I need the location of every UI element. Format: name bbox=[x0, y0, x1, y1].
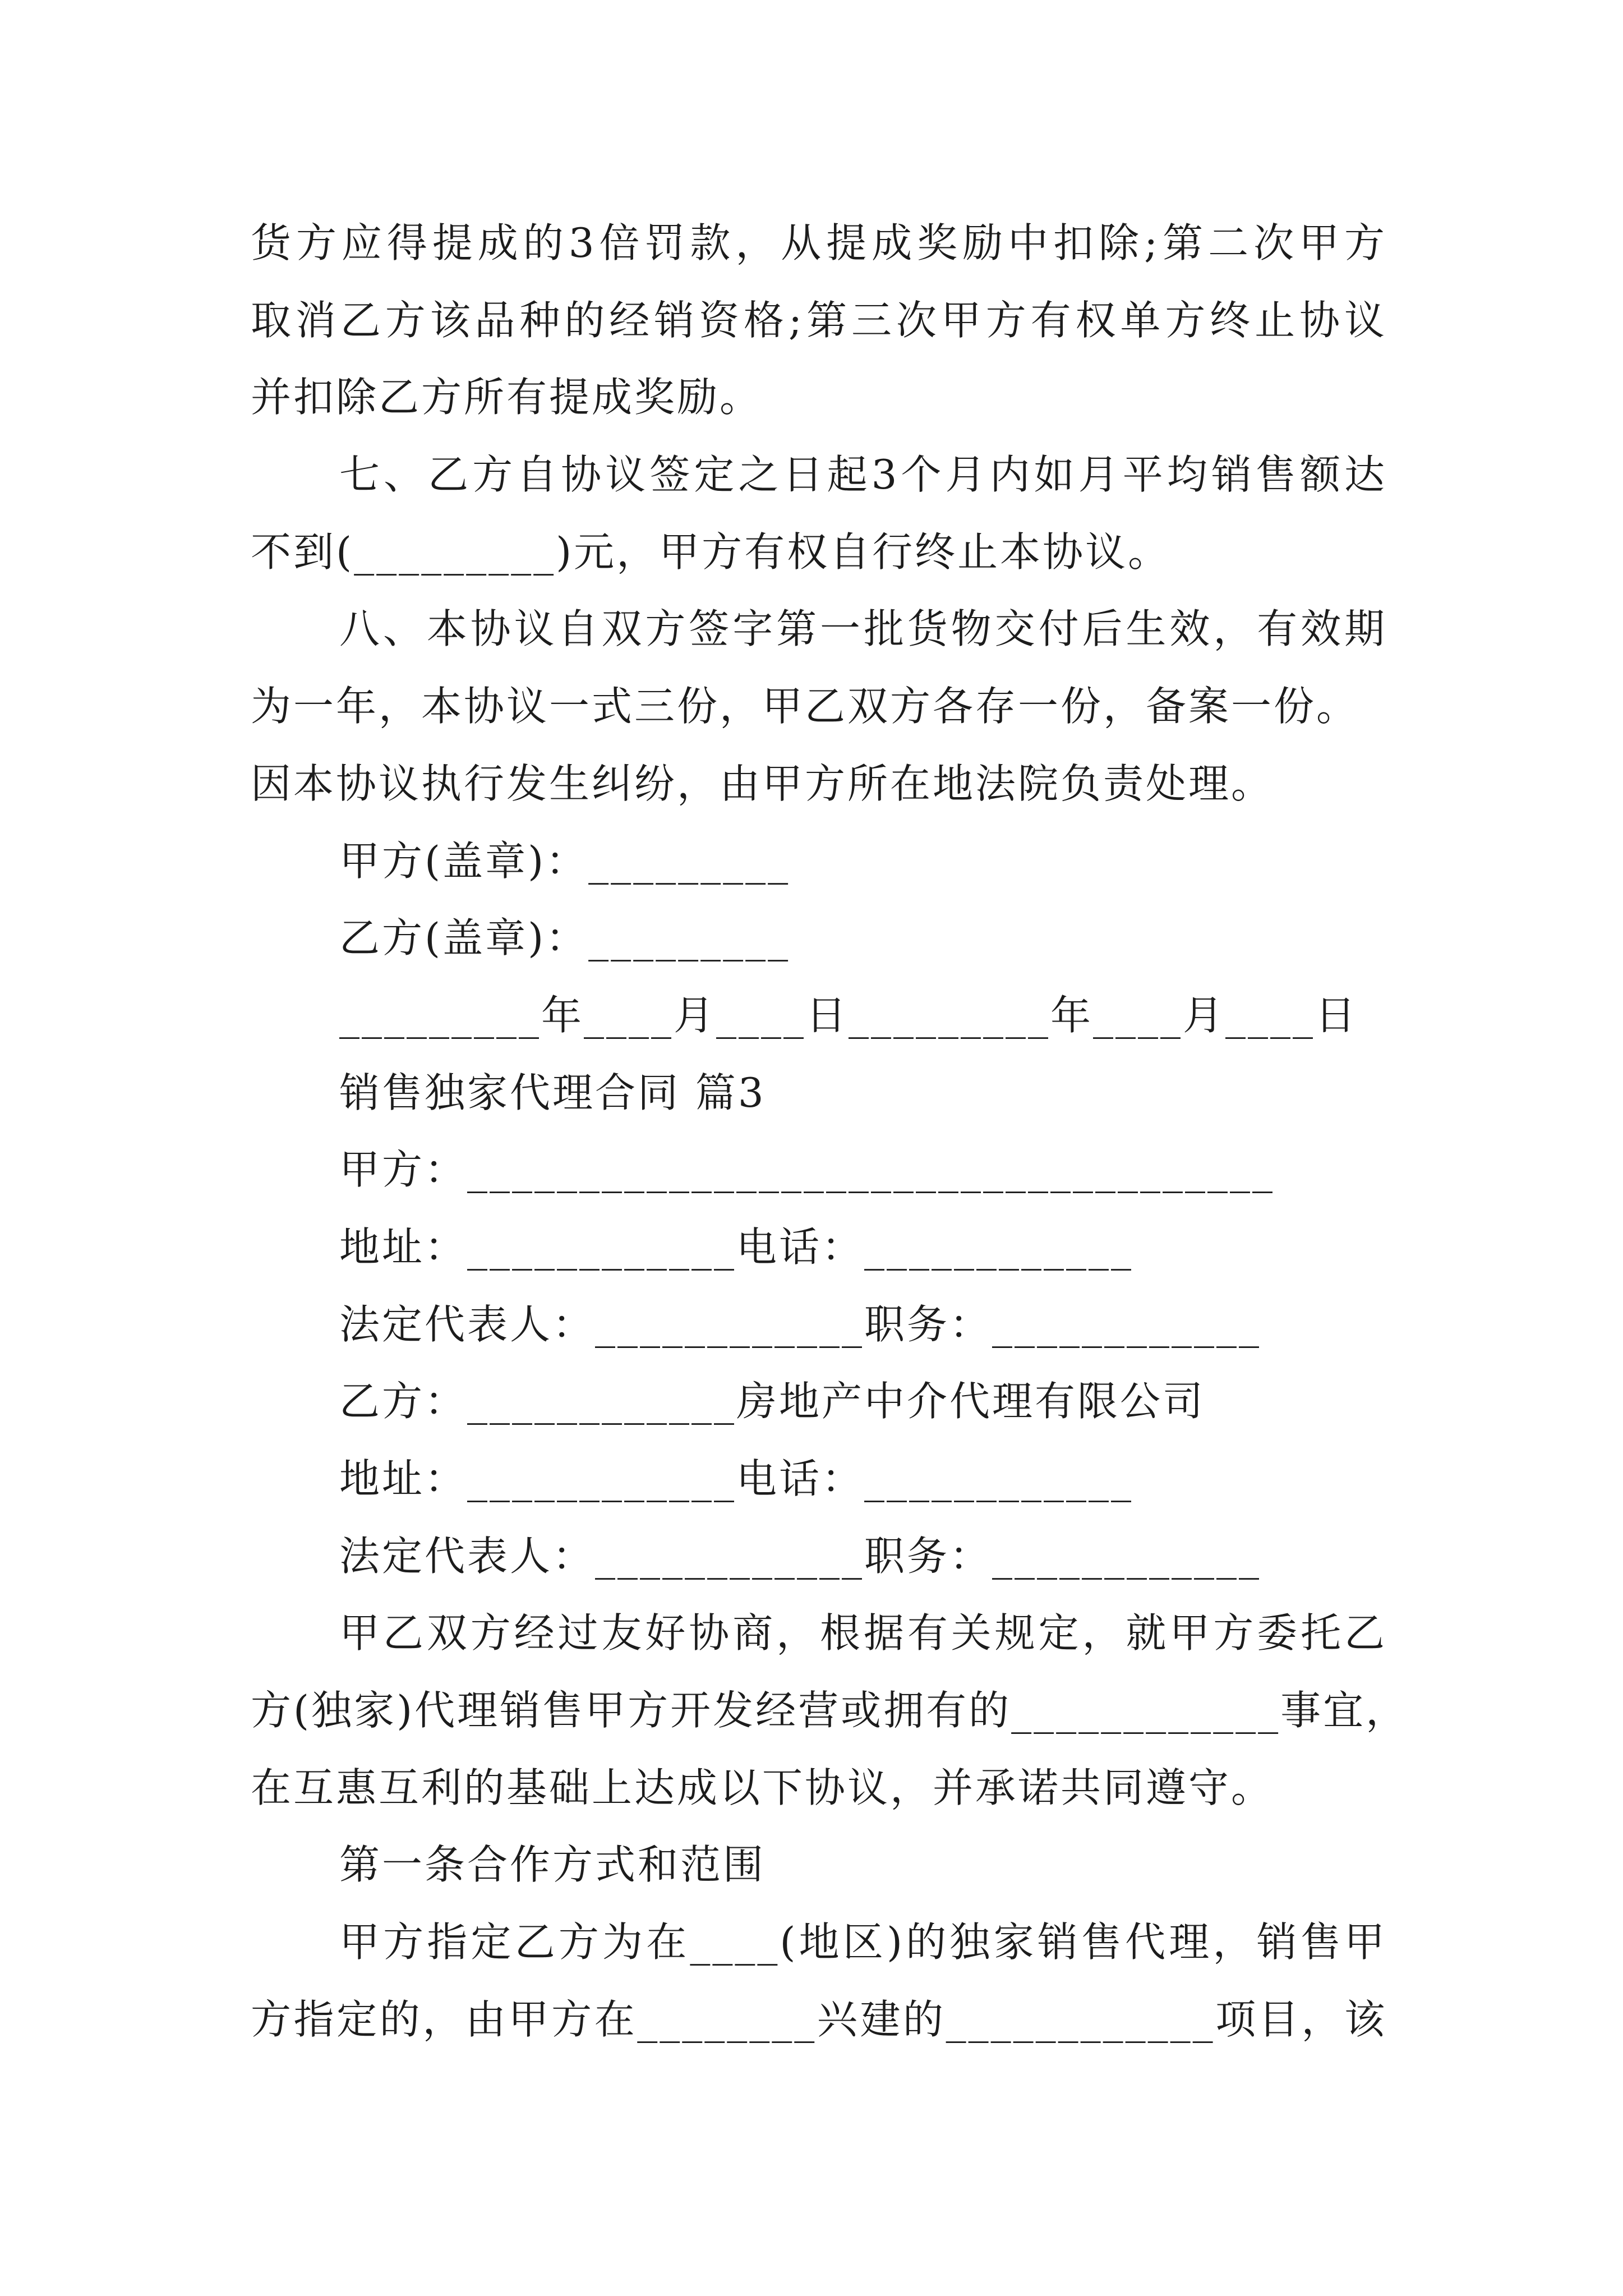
clause-6-line: 货方应得提成的3倍罚款，从提成奖励中扣除;第二次甲方 bbox=[251, 219, 1387, 266]
clause-7-line: 七、乙方自协议签定之日起3个月内如月平均销售额达 bbox=[339, 451, 1387, 499]
preamble-line: 甲乙双方经过友好协商，根据有关规定，就甲方委托乙 bbox=[339, 1609, 1387, 1657]
article-1-line: 甲方指定乙方为在____(地区)的独家销售代理，销售甲 bbox=[339, 1918, 1387, 1966]
party-b-seal-line: 乙方(盖章)：_________ bbox=[339, 914, 791, 962]
clause-7-line: 不到(_________)元，甲方有权自行终止本协议。 bbox=[251, 528, 1171, 576]
preamble-line: 方(独家)代理销售甲方开发经营或拥有的____________事宜， bbox=[251, 1687, 1409, 1734]
party-b-address-phone-line: 地址：____________电话：____________ bbox=[339, 1455, 1134, 1502]
party-a-representative-line: 法定代表人：____________职务：____________ bbox=[339, 1300, 1262, 1348]
signature-dates-line: _________年____月____日_________年____月____日 bbox=[339, 991, 1358, 1039]
clause-8-line: 因本协议执行发生纠纷，由甲方所在地法院负责处理。 bbox=[251, 760, 1274, 807]
article-1-title: 第一条合作方式和范围 bbox=[339, 1841, 766, 1889]
party-a-name-line: 甲方：____________________________________ bbox=[339, 1146, 1275, 1194]
party-b-representative-line: 法定代表人：____________职务：____________ bbox=[339, 1532, 1262, 1580]
parties-block bbox=[251, 1131, 1387, 1595]
article-1-line: 方指定的，由甲方在________兴建的____________项目，该 bbox=[251, 1995, 1387, 2043]
party-a-address-phone-line: 地址：____________电话：____________ bbox=[339, 1223, 1134, 1271]
preamble-line: 在互惠互利的基础上达成以下协议，并承诺共同遵守。 bbox=[251, 1764, 1274, 1811]
clause-8 bbox=[251, 591, 1387, 822]
clause-6-continued bbox=[251, 205, 1387, 436]
preamble bbox=[251, 1595, 1409, 1826]
clause-8-line: 八、本协议自双方签字第一批货物交付后生效，有效期 bbox=[339, 605, 1387, 653]
document-body bbox=[251, 205, 1409, 2059]
article-1 bbox=[251, 1826, 1387, 2058]
party-b-name-line: 乙方：____________房地产中介代理有限公司 bbox=[339, 1378, 1206, 1425]
clause-6-line: 并扣除乙方所有提成奖励。 bbox=[251, 374, 763, 421]
clause-8-line: 为一年，本协议一式三份，甲乙双方各存一份，备案一份。 bbox=[251, 683, 1359, 730]
signature-block bbox=[251, 823, 1387, 1055]
clause-7 bbox=[251, 436, 1387, 591]
contract-heading: 销售独家代理合同 篇3 bbox=[339, 1069, 766, 1116]
party-a-seal-line: 甲方(盖章)：_________ bbox=[339, 837, 791, 885]
clause-6-line: 取消乙方该品种的经销资格;第三次甲方有权单方终止协议 bbox=[251, 296, 1387, 344]
